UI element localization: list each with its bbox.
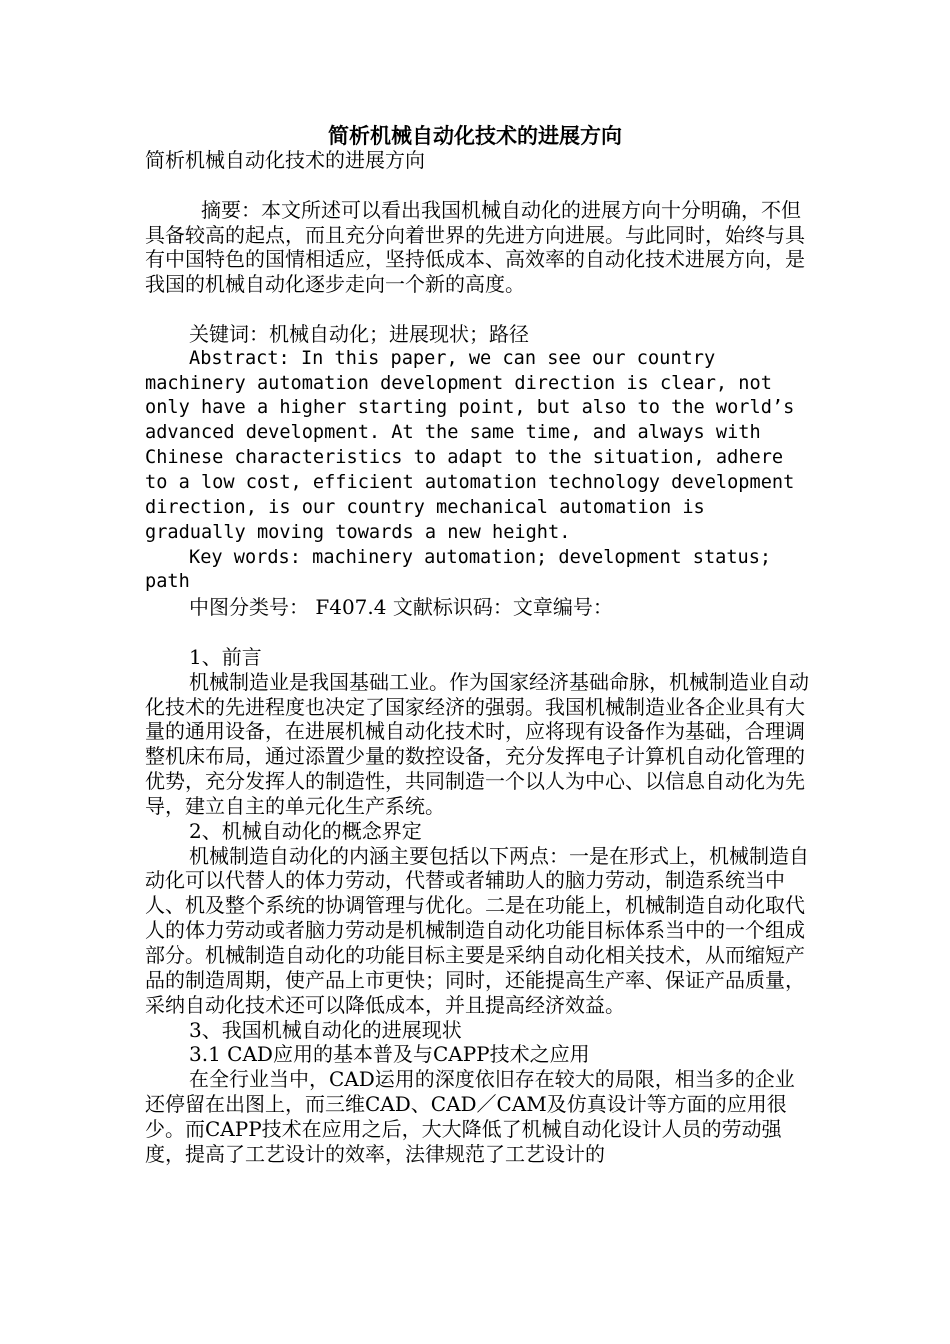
spacer	[145, 297, 810, 322]
classification-line: 中图分类号： F407.4 文献标识码：文章编号：	[189, 595, 613, 620]
section-3-1-body: 在全行业当中，CAD运用的深度依旧存在较大的局限，相当多的企业还停留在出图上，而三维CAD、CAD／CAM及仿真设计等方面的应用很少。而CAPP技术在应用之后，大大降低了机械自动化设计人员的劳动强度，提高了工艺设计的效率，法律规范了工艺设计的	[145, 1067, 795, 1166]
spacer	[145, 173, 810, 198]
section-1-body: 机械制造业是我国基础工业。作为国家经济基础命脉，机械制造业自动化技术的先进程度也决定了国家经济的强弱。我国机械制造业各企业具有大量的通用设备，在进展机械自动化技术时，应将现有设备作为基础，合理调整机床布局，通过添置少量的数控设备，充分发挥电子计算机自动化管理的优势，充分发挥人的制造性，共同制造一个以人为中心、以信息自动化为先导，建立自主的单元化生产系统。	[145, 669, 809, 818]
document-title: 简析机械自动化技术的进展方向	[328, 123, 622, 148]
spacer	[145, 620, 810, 645]
keywords-en: Key words: machinery automation; development status; path	[145, 546, 772, 593]
section-3-1-heading: 3.1 CAD应用的基本普及与CAPP技术之应用	[189, 1042, 590, 1067]
document-body	[145, 148, 810, 1167]
section-2-heading: 2、机械自动化的概念界定	[189, 818, 422, 843]
abstract-en: Abstract: In this paper, we can see our country machinery automation development direction is clear, not only have a higher starting point, but also to the world’s advanced development. At the same time, and always with Chinese characteristics to adapt to the situation, adhere to a low cost, efficient automation technology development direction, is our country mechanical automation is gradually moving towards a new height.	[145, 347, 795, 543]
abstract-cn: 摘要：本文所述可以看出我国机械自动化的进展方向十分明确，不但具备较高的起点，而且充分向着世界的先进方向进展。与此同时，始终与具有中国特色的国情相适应，坚持低成本、高效率的自动化技术进展方向，是我国的机械自动化逐步走向一个新的高度。	[145, 197, 805, 297]
keywords-cn: 关键词：机械自动化；进展现状；路径	[189, 321, 529, 346]
section-2-body: 机械制造自动化的内涵主要包括以下两点：一是在形式上，机械制造自动化可以代替人的体力劳动，代替或者辅助人的脑力劳动，制造系统当中人、机及整个系统的协调管理与优化。二是在功能上，机械制造自动化取代人的体力劳动或者脑力劳动是机械制造自动化功能目标体系当中的一个组成部分。机械制造自动化的功能目标主要是采纳自动化相关技术，从而缩短产品的制造周期，使产品上市更快；同时，还能提高生产率、保证产品质量，采纳自动化技术还可以降低成本，并且提高经济效益。	[145, 843, 809, 1017]
section-3-heading: 3、我国机械自动化的进展现状	[189, 1017, 462, 1042]
document-subtitle: 简析机械自动化技术的进展方向	[145, 148, 425, 172]
section-1-heading: 1、前言	[189, 644, 262, 669]
